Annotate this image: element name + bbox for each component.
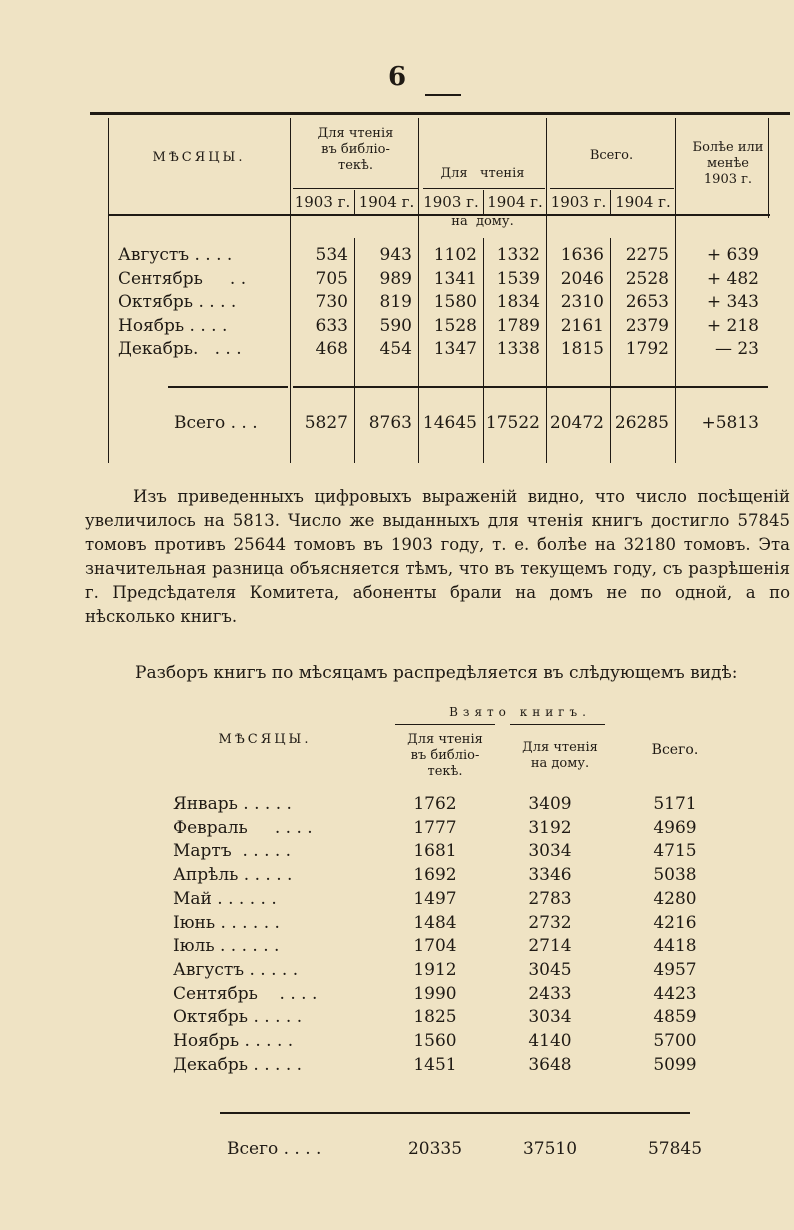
value-cell: 1332 bbox=[496, 245, 540, 265]
total-count: 5038 bbox=[653, 865, 697, 886]
month-label: Іюнь . . . . . . bbox=[173, 912, 280, 933]
value-cell: 26285 bbox=[614, 413, 669, 433]
total-library: 20335 bbox=[407, 1139, 463, 1159]
table2-row bbox=[165, 911, 725, 935]
library-reading-header: Для чтенія въ библіо- текѣ. bbox=[317, 126, 394, 173]
home-count: 2714 bbox=[528, 936, 572, 957]
total-count: 4418 bbox=[653, 936, 697, 957]
value-cell: 534 bbox=[315, 245, 348, 265]
page-number: 6 bbox=[387, 62, 407, 92]
value-cell: 2275 bbox=[625, 245, 669, 265]
library-count: 1692 bbox=[413, 865, 457, 886]
table2-row bbox=[165, 792, 725, 816]
summary-paragraph bbox=[85, 485, 790, 629]
value-cell: 943 bbox=[379, 245, 412, 265]
home-header: Для чтенія на дому. bbox=[522, 740, 598, 771]
library-count: 1484 bbox=[413, 912, 457, 933]
value-cell: 1347 bbox=[433, 339, 477, 359]
month-label: Іюль . . . . . . bbox=[173, 936, 280, 957]
table2-row bbox=[165, 934, 725, 958]
year-header: 1903 г. bbox=[423, 193, 479, 211]
value-cell: 1341 bbox=[433, 269, 477, 289]
month-label: Августъ . . . . bbox=[118, 245, 233, 265]
table2-row bbox=[165, 1029, 725, 1053]
monthly-books-table bbox=[165, 700, 725, 1170]
value-cell: 1792 bbox=[625, 339, 669, 359]
books-taken-header: Взято книгъ. bbox=[449, 705, 591, 719]
year-header: 1903 г. bbox=[550, 193, 607, 211]
value-cell: 5827 bbox=[304, 413, 348, 433]
difference-header: Болѣе или менѣе 1903 г. bbox=[692, 140, 764, 187]
library-count: 1912 bbox=[413, 959, 457, 980]
home-count: 3192 bbox=[528, 817, 572, 838]
home-count: 2732 bbox=[528, 912, 572, 933]
month-label: Декабрь . . . . . bbox=[173, 1054, 303, 1075]
month-label: Ноябрь . . . . . bbox=[173, 1031, 294, 1051]
month-label: Сентябрь . . . . bbox=[173, 983, 318, 1004]
home-reading-header: Для чтенія на дому. bbox=[440, 166, 525, 229]
page-number-rule bbox=[425, 94, 461, 96]
value-cell: 1102 bbox=[433, 245, 477, 265]
month-label: Январь . . . . . bbox=[173, 794, 292, 814]
month-label: Май . . . . . . bbox=[173, 888, 277, 909]
value-cell: 1815 bbox=[560, 339, 604, 359]
home-count: 3346 bbox=[528, 865, 572, 886]
table2-row bbox=[165, 816, 725, 840]
library-count: 1560 bbox=[413, 1031, 457, 1051]
total-count: 4859 bbox=[653, 1007, 697, 1028]
total-header: Всего. bbox=[651, 742, 699, 758]
difference-cell: +5813 bbox=[701, 413, 759, 433]
table2-total-row bbox=[165, 1137, 725, 1161]
library-count: 1825 bbox=[413, 1007, 457, 1028]
library-count: 1777 bbox=[413, 817, 457, 838]
total-count: 4280 bbox=[653, 888, 697, 909]
total-label: Всего . . . bbox=[174, 413, 258, 433]
value-cell: 989 bbox=[379, 269, 412, 289]
table2-total-rule bbox=[220, 1112, 690, 1114]
value-cell: 468 bbox=[315, 339, 348, 359]
month-label: Октябрь . . . . bbox=[118, 292, 237, 312]
total-label: Всего . . . . bbox=[227, 1139, 322, 1159]
month-label: Апрѣль . . . . . bbox=[173, 865, 293, 886]
value-cell: 2046 bbox=[560, 269, 604, 289]
total-count: 5171 bbox=[653, 794, 697, 814]
home-count: 3409 bbox=[528, 794, 572, 814]
total-home: 37510 bbox=[522, 1139, 578, 1159]
months-header: МѢСЯЦЫ. bbox=[218, 732, 312, 747]
total-all: 57845 bbox=[647, 1139, 703, 1159]
summary-text: Изъ приведенныхъ цифровыхъ выраженій видно, что число посѣщеній увеличилось на 5813. Число же выданныхъ для чтенія книгъ достигло 57845 томовъ противъ 25644 томовъ въ 1903 году, т. е. болѣе на 32180 томовъ. Эта значительная разница объясняется тѣмъ, что въ текущемъ году, съ разрѣшенія г. Предсѣдателя Комитета, абоненты брали на домъ не по одной, а по нѣсколько книгъ. bbox=[85, 487, 790, 626]
difference-cell: + 639 bbox=[706, 245, 759, 265]
value-cell: 1789 bbox=[496, 316, 540, 336]
value-cell: 1539 bbox=[496, 269, 540, 289]
value-cell: 633 bbox=[315, 316, 348, 336]
table1-total-rule bbox=[293, 386, 768, 388]
total-count: 4423 bbox=[653, 983, 697, 1004]
library-count: 1762 bbox=[413, 794, 457, 814]
value-cell: 14645 bbox=[422, 413, 477, 433]
value-cell: 1636 bbox=[560, 245, 604, 265]
library-count: 1451 bbox=[413, 1054, 457, 1075]
year-header: 1904 г. bbox=[487, 193, 543, 211]
table1-vline bbox=[108, 118, 109, 463]
value-cell: 1834 bbox=[496, 292, 540, 312]
monthly-breakdown-intro: Разборъ книгъ по мѣсяцамъ распредѣляется въ слѣдующемъ видѣ: bbox=[135, 663, 738, 683]
taken-rule bbox=[510, 724, 605, 725]
value-cell: 8763 bbox=[368, 413, 412, 433]
table2-row bbox=[165, 1053, 725, 1077]
month-label: Сентябрь . . bbox=[118, 269, 247, 289]
visits-comparison-table bbox=[108, 118, 788, 463]
total-count: 5700 bbox=[653, 1031, 697, 1051]
library-count: 1681 bbox=[413, 841, 457, 862]
month-label: Декабрь. . . . bbox=[118, 339, 242, 359]
table2-row bbox=[165, 1005, 725, 1029]
taken-rule bbox=[395, 724, 495, 725]
difference-cell: + 218 bbox=[706, 316, 759, 336]
value-cell: 2653 bbox=[625, 292, 669, 312]
month-label: Февраль . . . . bbox=[173, 817, 313, 838]
total-count: 4969 bbox=[653, 817, 697, 838]
table2-row bbox=[165, 958, 725, 982]
table1-total-rule bbox=[168, 386, 288, 388]
value-cell: 2310 bbox=[560, 292, 604, 312]
value-cell: 590 bbox=[379, 316, 412, 336]
table2-row bbox=[165, 863, 725, 887]
value-cell: 2161 bbox=[560, 316, 604, 336]
value-cell: 819 bbox=[379, 292, 412, 312]
table1-subhead-rule bbox=[550, 188, 674, 189]
home-count: 3045 bbox=[528, 959, 572, 980]
total-count: 4957 bbox=[653, 959, 697, 980]
value-cell: 1580 bbox=[433, 292, 477, 312]
difference-cell: + 343 bbox=[706, 292, 759, 312]
home-count: 3034 bbox=[528, 1007, 572, 1028]
library-count: 1497 bbox=[413, 888, 457, 909]
total-header: Всего. bbox=[589, 148, 634, 163]
value-cell: 705 bbox=[315, 269, 348, 289]
months-header: МѢСЯЦЫ. bbox=[152, 150, 246, 165]
table1-subhead-rule bbox=[293, 188, 418, 189]
year-header: 1904 г. bbox=[358, 193, 415, 211]
home-count: 2433 bbox=[528, 983, 572, 1004]
home-count: 2783 bbox=[528, 888, 572, 909]
top-rule bbox=[90, 112, 790, 115]
total-count: 4216 bbox=[653, 912, 697, 933]
year-header: 1904 г. bbox=[615, 193, 671, 211]
month-label: Августъ . . . . . bbox=[173, 959, 299, 980]
difference-cell: — 23 bbox=[714, 339, 759, 359]
month-label: Ноябрь . . . . bbox=[118, 316, 228, 336]
total-count: 4715 bbox=[653, 841, 697, 862]
value-cell: 20472 bbox=[549, 413, 604, 433]
home-count: 3034 bbox=[528, 841, 572, 862]
table2-row bbox=[165, 839, 725, 863]
value-cell: 1338 bbox=[496, 339, 540, 359]
month-label: Мартъ . . . . . bbox=[173, 841, 292, 862]
difference-cell: + 482 bbox=[706, 269, 759, 289]
library-header: Для чтенія въ библіо- текѣ. bbox=[407, 732, 483, 779]
value-cell: 2528 bbox=[625, 269, 669, 289]
library-count: 1990 bbox=[413, 983, 457, 1004]
table2-row bbox=[165, 887, 725, 911]
library-count: 1704 bbox=[413, 936, 457, 957]
value-cell: 454 bbox=[379, 339, 412, 359]
table2-row bbox=[165, 982, 725, 1006]
value-cell: 2379 bbox=[625, 316, 669, 336]
home-count: 3648 bbox=[528, 1054, 572, 1075]
year-header: 1903 г. bbox=[294, 193, 351, 211]
total-count: 5099 bbox=[653, 1054, 697, 1075]
value-cell: 1528 bbox=[433, 316, 477, 336]
month-label: Октябрь . . . . . bbox=[173, 1007, 303, 1028]
value-cell: 17522 bbox=[485, 413, 540, 433]
home-count: 4140 bbox=[528, 1031, 572, 1051]
value-cell: 730 bbox=[315, 292, 348, 312]
